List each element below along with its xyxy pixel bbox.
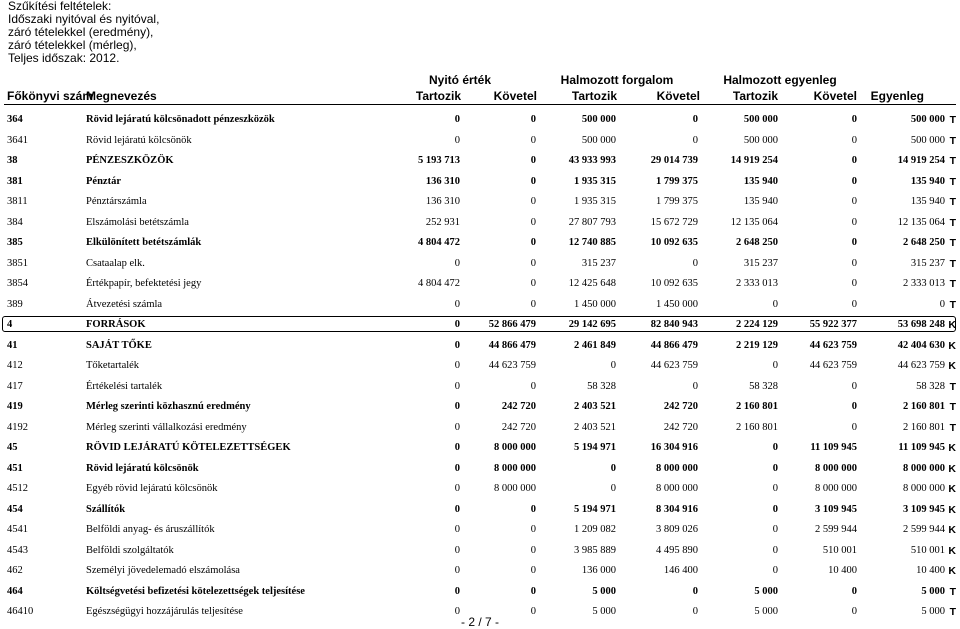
account-code: 4543	[7, 544, 28, 556]
account-code: 454	[7, 503, 23, 515]
turnover-debit-value: 136 000	[581, 565, 616, 576]
turnover-debit-value: 3 985 889	[574, 544, 616, 556]
balance-debit-value: 0	[772, 565, 778, 576]
account-name: Költségvetési befizetési kötelezettségek teljesítése	[86, 585, 305, 597]
opening-credit-value: 0	[530, 524, 536, 535]
balance-debit-value: 14 919 254	[730, 155, 778, 166]
ledger-table	[0, 109, 960, 622]
turnover-credit-value: 4 495 890	[656, 544, 698, 556]
balance-side-indicator: T	[949, 421, 956, 434]
table-row	[0, 458, 960, 479]
balance-value: 10 400	[916, 565, 945, 576]
turnover-credit-value: 15 672 729	[650, 216, 698, 228]
account-name: Pénztárszámla	[86, 196, 147, 207]
balance-credit-value: 55 922 377	[809, 319, 857, 330]
opening-credit-value: 0	[530, 196, 536, 207]
account-name: Személyi jövedelemadó elszámolása	[86, 565, 240, 576]
opening-credit-value: 0	[530, 606, 536, 617]
opening-credit-value: 8 000 000	[494, 483, 536, 494]
table-row	[0, 171, 960, 192]
opening-credit-value: 0	[530, 216, 536, 228]
balance-debit-value: 2 160 801	[736, 401, 778, 412]
balance-credit-value: 0	[851, 401, 857, 412]
balance-side-indicator: T	[949, 216, 956, 229]
filter-conditions	[8, 0, 159, 65]
opening-credit-value: 52 866 479	[488, 319, 536, 330]
opening-debit-value: 0	[454, 442, 460, 453]
turnover-debit-value: 5 000	[592, 606, 616, 617]
opening-credit-value: 0	[530, 544, 536, 556]
balance-value: 53 698 248	[897, 319, 945, 330]
table-row	[0, 191, 960, 212]
opening-credit-value: 8 000 000	[494, 442, 536, 453]
turnover-credit-value: 0	[692, 114, 698, 125]
balance-credit-value: 44 623 759	[809, 339, 857, 351]
account-code: 41	[7, 339, 18, 351]
header-balance: Egyenleg	[870, 89, 924, 103]
balance-credit-value: 0	[851, 114, 857, 125]
account-name: Belföldi szolgáltatók	[86, 544, 174, 556]
balance-side-indicator: K	[948, 483, 956, 495]
table-row	[0, 376, 960, 397]
account-name: Értékpapír, befektetési jegy	[86, 278, 202, 289]
header-turnover-credit: Követel	[656, 89, 700, 103]
table-row	[0, 109, 960, 130]
account-code: 3851	[7, 257, 28, 269]
opening-credit-value: 0	[530, 134, 536, 146]
balance-credit-value: 2 599 944	[815, 524, 857, 535]
opening-debit-value: 0	[454, 360, 460, 371]
balance-credit-value: 8 000 000	[815, 462, 857, 474]
account-code: 462	[7, 565, 23, 576]
opening-credit-value: 242 720	[501, 401, 536, 412]
balance-credit-value: 0	[851, 298, 857, 310]
balance-value: 5 000	[921, 606, 945, 617]
turnover-credit-value: 0	[692, 134, 698, 146]
turnover-debit-value: 0	[610, 462, 616, 474]
turnover-credit-value: 1 799 375	[656, 196, 698, 207]
balance-credit-value: 0	[851, 216, 857, 228]
turnover-debit-value: 5 000	[592, 585, 616, 597]
account-name: Rövid lejáratú kölcsönadott pénzeszközök	[86, 114, 275, 125]
balance-value: 44 623 759	[897, 360, 945, 371]
table-row	[0, 232, 960, 253]
account-code: 38	[7, 155, 18, 166]
header-cumulative-balance: Halmozott egyenleg	[723, 73, 837, 87]
opening-debit-value: 0	[454, 483, 460, 494]
table-row	[0, 355, 960, 376]
balance-side-indicator: T	[949, 155, 956, 167]
turnover-credit-value: 0	[692, 257, 698, 269]
account-code: 4	[7, 319, 13, 330]
balance-debit-value: 2 333 013	[736, 278, 778, 289]
balance-debit-value: 135 940	[743, 175, 778, 187]
header-opening-debit: Tartozik	[415, 89, 461, 103]
opening-debit-value: 0	[454, 380, 460, 392]
table-row	[0, 150, 960, 171]
turnover-debit-value: 12 740 885	[568, 237, 616, 248]
balance-credit-value: 0	[851, 155, 857, 166]
account-name: Mérleg szerinti vállalkozási eredmény	[86, 421, 247, 433]
balance-value: 0	[939, 298, 945, 310]
account-code: 389	[7, 298, 23, 310]
account-name: RÖVID LEJÁRATÚ KÖTELEZETTSÉGEK	[86, 442, 291, 453]
turnover-debit-value: 0	[610, 483, 616, 494]
table-row	[0, 335, 960, 356]
balance-debit-value: 500 000	[743, 114, 778, 125]
balance-side-indicator: K	[948, 544, 956, 557]
balance-debit-value: 500 000	[743, 134, 778, 146]
turnover-debit-value: 500 000	[581, 114, 616, 125]
balance-value: 12 135 064	[897, 216, 945, 228]
table-row	[0, 273, 960, 294]
balance-side-indicator: T	[949, 401, 956, 413]
filter-line: Teljes időszak: 2012.	[8, 51, 120, 65]
balance-side-indicator: T	[949, 257, 956, 270]
table-row	[0, 560, 960, 581]
opening-debit-value: 0	[454, 585, 460, 597]
turnover-debit-value: 315 237	[581, 257, 616, 269]
balance-value: 11 109 945	[898, 442, 945, 453]
account-code: 4541	[7, 524, 28, 535]
account-name: Pénztár	[86, 175, 121, 187]
opening-debit-value: 4 804 472	[418, 237, 460, 248]
header-opening-credit: Követel	[493, 89, 537, 103]
turnover-credit-value: 3 809 026	[656, 524, 698, 535]
turnover-debit-value: 58 328	[587, 380, 616, 392]
balance-side-indicator: T	[949, 380, 956, 393]
turnover-debit-value: 1 209 082	[574, 524, 616, 535]
account-name: Elkülönített betétszámlák	[86, 237, 202, 248]
account-code: 381	[7, 175, 23, 187]
opening-debit-value: 136 310	[425, 196, 460, 207]
balance-credit-value: 11 109 945	[810, 442, 857, 453]
filter-line: záró tételekkel (mérleg),	[8, 38, 137, 52]
balance-value: 42 404 630	[897, 339, 945, 351]
account-name: SAJÁT TŐKE	[86, 339, 152, 351]
turnover-debit-value: 2 403 521	[574, 421, 616, 433]
balance-credit-value: 0	[851, 606, 857, 617]
header-rule	[4, 104, 956, 105]
opening-debit-value: 0	[454, 298, 460, 310]
turnover-credit-value: 1 799 375	[656, 175, 698, 187]
table-row	[0, 212, 960, 233]
filter-heading: Szűkítési feltételek:	[8, 0, 112, 13]
header-balance-credit: Követel	[813, 89, 857, 103]
account-name: Tőketartalék	[86, 360, 140, 371]
table-row	[0, 294, 960, 315]
opening-debit-value: 136 310	[425, 175, 460, 187]
balance-debit-value: 2 224 129	[736, 319, 778, 330]
balance-value: 315 237	[910, 257, 945, 269]
balance-credit-value: 0	[851, 380, 857, 392]
account-name: Belföldi anyag- és áruszállítók	[86, 524, 215, 535]
balance-side-indicator: T	[949, 134, 956, 147]
opening-debit-value: 0	[454, 606, 460, 617]
table-row	[0, 417, 960, 438]
account-code: 45	[7, 442, 18, 453]
opening-debit-value: 4 804 472	[418, 278, 460, 289]
balance-side-indicator: K	[948, 565, 956, 577]
turnover-debit-value: 500 000	[581, 134, 616, 146]
opening-credit-value: 44 623 759	[488, 360, 536, 371]
balance-side-indicator: T	[949, 175, 956, 188]
turnover-credit-value: 10 092 635	[650, 278, 698, 289]
opening-debit-value: 0	[454, 503, 460, 515]
balance-side-indicator: T	[949, 585, 956, 598]
balance-side-indicator: T	[949, 278, 956, 290]
balance-side-indicator: K	[948, 339, 956, 352]
account-code: 419	[7, 401, 23, 412]
account-code: 364	[7, 114, 23, 125]
table-row	[0, 478, 960, 499]
balance-credit-value: 0	[851, 134, 857, 146]
filter-line: Időszaki nyitóval és nyitóval,	[8, 12, 160, 26]
opening-debit-value: 0	[454, 565, 460, 576]
balance-side-indicator: K	[948, 462, 956, 475]
balance-debit-value: 5 000	[754, 606, 778, 617]
opening-debit-value: 252 931	[425, 216, 460, 228]
turnover-debit-value: 1 935 315	[574, 196, 616, 207]
header-balance-debit: Tartozik	[732, 89, 778, 103]
turnover-credit-value: 242 720	[663, 401, 698, 412]
turnover-credit-value: 8 000 000	[656, 483, 698, 494]
turnover-credit-value: 0	[692, 380, 698, 392]
balance-value: 2 160 801	[903, 421, 945, 433]
balance-side-indicator: T	[949, 196, 956, 208]
turnover-debit-value: 0	[610, 360, 616, 371]
turnover-debit-value: 5 194 971	[574, 503, 616, 515]
account-name: FORRÁSOK	[86, 319, 146, 330]
account-name: Mérleg szerinti közhasznú eredmény	[86, 401, 251, 412]
balance-value: 2 160 801	[903, 401, 945, 412]
table-row	[0, 396, 960, 417]
balance-credit-value: 0	[851, 257, 857, 269]
opening-credit-value: 0	[530, 155, 536, 166]
balance-side-indicator: T	[949, 606, 956, 618]
turnover-debit-value: 5 194 971	[574, 442, 616, 453]
turnover-debit-value: 29 142 695	[568, 319, 616, 330]
balance-value: 500 000	[910, 134, 945, 146]
opening-credit-value: 0	[530, 585, 536, 597]
opening-debit-value: 0	[454, 462, 460, 474]
balance-value: 14 919 254	[897, 155, 945, 166]
opening-debit-value: 0	[454, 339, 460, 351]
opening-credit-value: 0	[530, 503, 536, 515]
turnover-credit-value: 10 092 635	[650, 237, 698, 248]
account-name: Egyéb rövid lejáratú kölcsönök	[86, 483, 218, 494]
balance-credit-value: 0	[851, 237, 857, 248]
balance-credit-value: 3 109 945	[815, 503, 857, 515]
opening-debit-value: 5 193 713	[418, 155, 460, 166]
filter-line: záró tételekkel (eredmény),	[8, 25, 154, 39]
opening-credit-value: 0	[530, 237, 536, 248]
balance-credit-value: 0	[851, 421, 857, 433]
balance-value: 2 599 944	[903, 524, 945, 535]
turnover-credit-value: 44 866 479	[650, 339, 698, 351]
turnover-debit-value: 1 935 315	[574, 175, 616, 187]
account-code: 4192	[7, 421, 28, 433]
opening-debit-value: 0	[454, 319, 460, 330]
balance-side-indicator: K	[948, 503, 956, 516]
account-code: 384	[7, 216, 23, 228]
opening-credit-value: 44 866 479	[488, 339, 536, 351]
balance-debit-value: 135 940	[743, 196, 778, 207]
balance-side-indicator: T	[949, 298, 956, 311]
balance-debit-value: 0	[772, 360, 778, 371]
account-code: 3854	[7, 278, 28, 289]
balance-debit-value: 0	[772, 544, 778, 556]
balance-side-indicator: T	[949, 237, 956, 249]
opening-credit-value: 0	[530, 278, 536, 289]
opening-debit-value: 0	[454, 401, 460, 412]
account-name: Szállítók	[86, 503, 126, 515]
balance-debit-value: 0	[772, 483, 778, 494]
turnover-debit-value: 2 461 849	[574, 339, 616, 351]
header-opening-value: Nyitó érték	[428, 73, 492, 87]
opening-debit-value: 0	[454, 257, 460, 269]
balance-debit-value: 0	[772, 298, 778, 310]
account-code: 4512	[7, 483, 28, 494]
opening-debit-value: 0	[454, 524, 460, 535]
opening-credit-value: 0	[530, 565, 536, 576]
opening-debit-value: 0	[454, 134, 460, 146]
account-name: Értékelési tartalék	[86, 380, 163, 392]
balance-side-indicator: K	[948, 442, 956, 454]
table-row	[0, 314, 960, 335]
balance-debit-value: 0	[772, 503, 778, 515]
turnover-credit-value: 8 304 916	[656, 503, 698, 515]
turnover-credit-value: 8 000 000	[656, 462, 698, 474]
opening-credit-value: 0	[530, 175, 536, 187]
balance-side-indicator: K	[948, 524, 956, 536]
opening-credit-value: 0	[530, 298, 536, 310]
balance-value: 3 109 945	[903, 503, 945, 515]
table-row	[0, 519, 960, 540]
turnover-debit-value: 43 933 993	[568, 155, 616, 166]
balance-value: 500 000	[910, 114, 945, 125]
balance-debit-value: 5 000	[754, 585, 778, 597]
turnover-credit-value: 0	[692, 606, 698, 617]
opening-debit-value: 0	[454, 544, 460, 556]
table-row	[0, 540, 960, 561]
account-code: 451	[7, 462, 23, 474]
balance-debit-value: 2 219 129	[736, 339, 778, 351]
opening-debit-value: 0	[454, 421, 460, 433]
page-number: - 2 / 7 -	[460, 615, 500, 629]
account-name: Rövid lejáratú kölcsönök	[86, 134, 192, 146]
balance-value: 2 648 250	[903, 237, 945, 248]
turnover-credit-value: 0	[692, 585, 698, 597]
account-code: 3641	[7, 134, 28, 146]
account-name: Átvezetési számla	[86, 298, 163, 310]
turnover-credit-value: 146 400	[663, 565, 698, 576]
turnover-credit-value: 242 720	[663, 421, 698, 433]
table-row	[0, 581, 960, 602]
balance-value: 58 328	[916, 380, 945, 392]
account-code: 3811	[7, 196, 28, 207]
table-row	[0, 130, 960, 151]
account-code: 385	[7, 237, 23, 248]
balance-debit-value: 0	[772, 442, 778, 453]
account-name: Elszámolási betétszámla	[86, 216, 189, 228]
account-code: 46410	[7, 606, 34, 617]
turnover-debit-value: 1 450 000	[574, 298, 616, 310]
header-turnover-debit: Tartozik	[571, 89, 617, 103]
balance-debit-value: 315 237	[743, 257, 778, 269]
opening-credit-value: 0	[530, 114, 536, 125]
account-code: 412	[7, 360, 23, 371]
opening-credit-value: 8 000 000	[494, 462, 536, 474]
balance-debit-value: 0	[772, 524, 778, 535]
balance-credit-value: 44 623 759	[809, 360, 857, 371]
balance-credit-value: 0	[851, 196, 857, 207]
table-row	[0, 437, 960, 458]
balance-value: 135 940	[910, 175, 945, 187]
balance-credit-value: 0	[851, 278, 857, 289]
opening-credit-value: 0	[530, 380, 536, 392]
balance-value: 2 333 013	[903, 278, 945, 289]
account-name: Csataalap elk.	[86, 257, 145, 269]
balance-debit-value: 2 160 801	[736, 421, 778, 433]
turnover-credit-value: 44 623 759	[650, 360, 698, 371]
balance-debit-value: 58 328	[749, 380, 778, 392]
opening-credit-value: 0	[530, 257, 536, 269]
balance-value: 8 000 000	[903, 462, 945, 474]
account-name: Rövid lejáratú kölcsönök	[86, 462, 199, 474]
table-row	[0, 499, 960, 520]
balance-credit-value: 0	[851, 175, 857, 187]
balance-value: 5 000	[921, 585, 945, 597]
turnover-debit-value: 27 807 793	[568, 216, 616, 228]
turnover-credit-value: 29 014 739	[650, 155, 698, 166]
balance-credit-value: 8 000 000	[815, 483, 857, 494]
header-name: Megnevezés	[86, 89, 157, 103]
balance-credit-value: 510 001	[822, 544, 857, 556]
header-cumulative-turnover: Halmozott forgalom	[560, 73, 674, 87]
account-code: 417	[7, 380, 23, 392]
turnover-credit-value: 82 840 943	[650, 319, 698, 330]
balance-credit-value: 10 400	[828, 565, 857, 576]
balance-credit-value: 0	[851, 585, 857, 597]
balance-debit-value: 12 135 064	[730, 216, 778, 228]
opening-debit-value: 0	[454, 114, 460, 125]
balance-value: 8 000 000	[903, 483, 945, 494]
account-code: 464	[7, 585, 23, 597]
balance-debit-value: 2 648 250	[736, 237, 778, 248]
turnover-debit-value: 12 425 648	[568, 278, 616, 289]
opening-credit-value: 242 720	[501, 421, 536, 433]
turnover-debit-value: 2 403 521	[574, 401, 616, 412]
header-account-number: Főkönyvi szám	[7, 89, 94, 103]
balance-debit-value: 0	[772, 462, 778, 474]
table-row	[0, 253, 960, 274]
account-name: Egészségügyi hozzájárulás teljesítése	[86, 606, 243, 617]
turnover-credit-value: 16 304 916	[650, 442, 698, 453]
balance-value: 510 001	[910, 544, 945, 556]
turnover-credit-value: 1 450 000	[656, 298, 698, 310]
balance-side-indicator: K	[948, 360, 956, 372]
balance-side-indicator: T	[949, 114, 956, 126]
balance-side-indicator: K	[948, 319, 956, 331]
account-name: PÉNZESZKÖZÖK	[86, 155, 174, 166]
balance-value: 135 940	[910, 196, 945, 207]
